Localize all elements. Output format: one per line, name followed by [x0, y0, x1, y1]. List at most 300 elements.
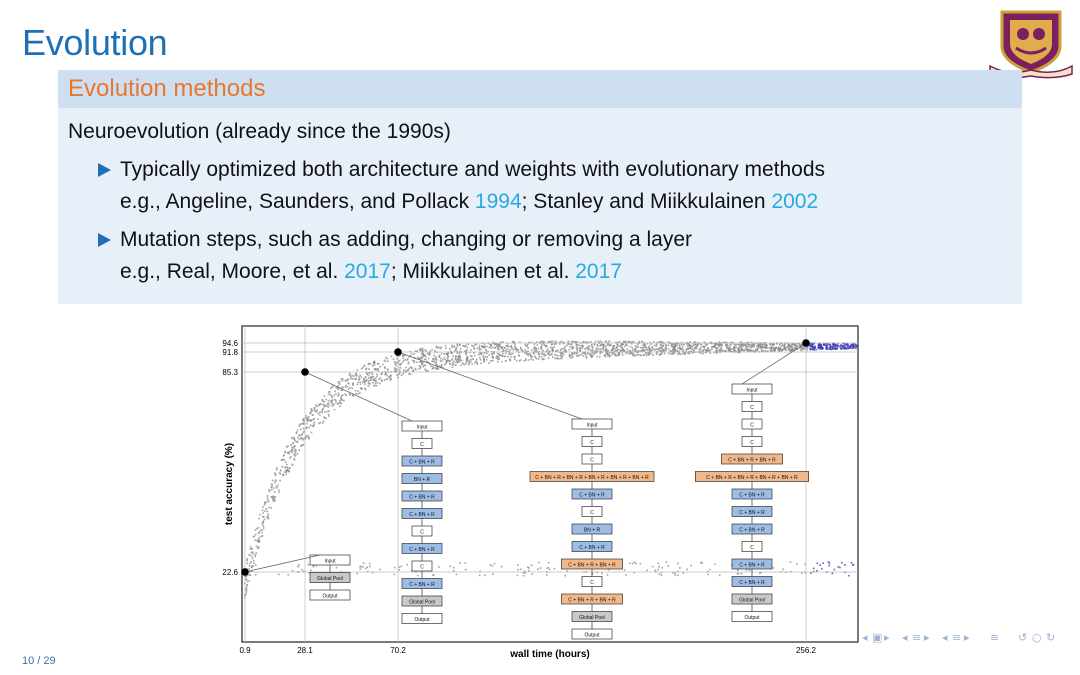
- scatter-point: [343, 400, 345, 402]
- scatter-point: [452, 366, 454, 368]
- scatter-point: [490, 345, 492, 347]
- scatter-point: [413, 360, 415, 362]
- scatter-point: [689, 353, 691, 355]
- citation-link[interactable]: 2002: [771, 190, 819, 213]
- scatter-point: [466, 354, 468, 356]
- scatter-point: [456, 344, 458, 346]
- scatter-point: [264, 519, 266, 521]
- scatter-point: [434, 362, 436, 364]
- subsection-next-icon[interactable]: ▸: [924, 631, 930, 644]
- scatter-point: [402, 357, 404, 359]
- scatter-point: [732, 348, 734, 350]
- scatter-point: [603, 345, 605, 347]
- architecture-block-label: C: [750, 544, 754, 551]
- scatter-point: [502, 341, 504, 343]
- scatter-point: [336, 387, 338, 389]
- scatter-point: [306, 428, 308, 430]
- scatter-point: [660, 348, 662, 350]
- scatter-point: [347, 386, 349, 388]
- scatter-point: [267, 497, 269, 499]
- scatter-point: [471, 356, 473, 358]
- scatter-point: [268, 489, 270, 491]
- scatter-point: [384, 374, 386, 376]
- scatter-point: [664, 348, 666, 350]
- frame-prev-icon[interactable]: ◂: [862, 631, 868, 644]
- scatter-point: [326, 399, 328, 401]
- scatter-point: [603, 349, 605, 351]
- scatter-point: [697, 344, 699, 346]
- scatter-point: [455, 357, 457, 359]
- scatter-point: [474, 355, 476, 357]
- scatter-point: [310, 424, 312, 426]
- scatter-point: [674, 574, 676, 576]
- scatter-point: [550, 347, 552, 349]
- scatter-point: [278, 491, 280, 493]
- scatter-point: [497, 353, 499, 355]
- scatter-point: [709, 569, 711, 571]
- scatter-point: [565, 575, 567, 577]
- scatter-point: [474, 362, 476, 364]
- scatter-point: [470, 349, 472, 351]
- scatter-point: [293, 437, 295, 439]
- scatter-point: [295, 452, 297, 454]
- scatter-point: [272, 495, 274, 497]
- scatter-point: [425, 368, 427, 370]
- scatter-point: [770, 346, 772, 348]
- scatter-point: [541, 341, 543, 343]
- scatter-point: [267, 499, 269, 501]
- scatter-point: [649, 353, 651, 355]
- scatter-point: [500, 348, 502, 350]
- scatter-point: [454, 350, 456, 352]
- scatter-point: [517, 575, 519, 577]
- scatter-point: [369, 563, 371, 565]
- scatter-point: [357, 390, 359, 392]
- scatter-point: [320, 403, 322, 405]
- scatter-point: [639, 354, 641, 356]
- scatter-point: [365, 568, 367, 570]
- scatter-point: [338, 403, 340, 405]
- architecture-block-label: C + BN + R: [739, 579, 765, 586]
- scatter-point: [311, 409, 313, 411]
- scatter-point: [412, 360, 414, 362]
- scatter-point: [822, 562, 824, 564]
- scatter-point: [507, 356, 509, 358]
- scatter-point: [545, 354, 547, 356]
- scatter-point: [323, 421, 325, 423]
- scatter-point: [262, 521, 264, 523]
- scatter-point: [749, 349, 751, 351]
- scatter-point: [816, 349, 818, 351]
- scatter-point: [454, 345, 456, 347]
- scatter-point: [362, 382, 364, 384]
- scatter-point: [553, 346, 555, 348]
- scatter-point: [292, 438, 294, 440]
- scatter-point: [587, 347, 589, 349]
- scatter-point: [711, 348, 713, 350]
- scatter-point: [348, 383, 350, 385]
- architecture-block-label: C + BN + R: [739, 492, 765, 499]
- beamer-navigation: [862, 629, 1072, 645]
- zoom-icon[interactable]: ○: [1032, 631, 1042, 644]
- scatter-point: [394, 567, 396, 569]
- scatter-point: [651, 346, 653, 348]
- scatter-point: [299, 435, 301, 437]
- scatter-point: [728, 347, 730, 349]
- scatter-point: [651, 353, 653, 355]
- scatter-point: [295, 450, 297, 452]
- scatter-point: [672, 353, 674, 355]
- scatter-point: [787, 348, 789, 350]
- scatter-point: [444, 364, 446, 366]
- scatter-point: [284, 452, 286, 454]
- scatter-point: [460, 348, 462, 350]
- frame-next-icon[interactable]: ▸: [884, 631, 890, 644]
- scatter-point: [525, 345, 527, 347]
- scatter-point: [520, 569, 522, 571]
- scatter-point: [524, 352, 526, 354]
- scatter-point: [329, 405, 331, 407]
- scatter-point: [449, 566, 451, 568]
- scatter-point: [679, 344, 681, 346]
- scatter-point: [818, 344, 820, 346]
- scatter-point: [461, 360, 463, 362]
- scatter-point: [770, 347, 772, 349]
- scatter-point: [342, 399, 344, 401]
- scatter-point: [267, 495, 269, 497]
- citation-link[interactable]: 1994: [474, 190, 522, 213]
- scatter-point: [818, 348, 820, 350]
- scatter-point: [636, 346, 638, 348]
- scatter-point: [483, 359, 485, 361]
- scatter-point: [651, 350, 653, 352]
- scatter-point: [297, 437, 299, 439]
- citation-link[interactable]: 2017: [344, 260, 391, 283]
- scatter-point: [341, 395, 343, 397]
- scatter-point: [560, 356, 562, 358]
- scatter-point: [547, 348, 549, 350]
- scatter-point: [687, 352, 689, 354]
- architecture-block-label: C + BN + R: [409, 511, 435, 518]
- scatter-point: [640, 350, 642, 352]
- scatter-point: [541, 348, 543, 350]
- scatter-point: [458, 356, 460, 358]
- scatter-point: [693, 344, 695, 346]
- scatter-point: [761, 344, 763, 346]
- scatter-point: [497, 345, 499, 347]
- scatter-point: [399, 373, 401, 375]
- section-prev-icon[interactable]: ◂: [942, 631, 948, 644]
- scatter-point: [648, 347, 650, 349]
- scatter-point: [646, 348, 648, 350]
- scatter-point: [763, 346, 765, 348]
- scatter-point: [363, 562, 365, 564]
- scatter-point: [630, 341, 632, 343]
- scatter-point: [714, 564, 716, 566]
- scatter-point: [605, 345, 607, 347]
- scatter-point: [271, 483, 273, 485]
- scatter-point: [663, 345, 665, 347]
- scatter-point: [699, 349, 701, 351]
- scatter-point: [566, 345, 568, 347]
- scatter-point: [328, 394, 330, 396]
- scatter-point: [248, 568, 250, 570]
- scatter-point: [250, 546, 252, 548]
- scatter-point: [849, 345, 851, 347]
- scatter-point: [255, 554, 257, 556]
- scatter-point: [642, 354, 644, 356]
- scatter-point: [485, 356, 487, 358]
- scatter-point: [629, 563, 631, 565]
- scatter-point: [524, 349, 526, 351]
- architecture-block-label: Input: [416, 424, 428, 431]
- scatter-point: [328, 414, 330, 416]
- scatter-point: [268, 501, 270, 503]
- scatter-point: [586, 357, 588, 359]
- architecture-block-label: C: [420, 441, 424, 448]
- scatter-point: [711, 346, 713, 348]
- scatter-point: [701, 562, 703, 564]
- scatter-point: [541, 347, 543, 349]
- scatter-point: [297, 430, 299, 432]
- scatter-point: [496, 346, 498, 348]
- scatter-point: [360, 388, 362, 390]
- scatter-point: [275, 473, 277, 475]
- scatter-point: [483, 357, 485, 359]
- scatter-point: [253, 536, 255, 538]
- scatter-point: [558, 358, 560, 360]
- citation-text: e.g., Real, Moore, et al.: [120, 260, 345, 283]
- scatter-point: [761, 349, 763, 351]
- scatter-point: [452, 362, 454, 364]
- scatter-point: [324, 395, 326, 397]
- scatter-point: [312, 414, 314, 416]
- scatter-point: [258, 546, 260, 548]
- architecture-block-label: C: [590, 509, 594, 516]
- scatter-point: [403, 360, 405, 362]
- scatter-point: [421, 348, 423, 350]
- scatter-point: [376, 376, 378, 378]
- scatter-point: [561, 357, 563, 359]
- scatter-point: [356, 573, 358, 575]
- scatter-point: [419, 361, 421, 363]
- scatter-point: [519, 360, 521, 362]
- scatter-point: [687, 348, 689, 350]
- scatter-point: [313, 425, 315, 427]
- scatter-point: [275, 475, 277, 477]
- scatter-point: [514, 359, 516, 361]
- scatter-point: [814, 348, 816, 350]
- scatter-point: [528, 355, 530, 357]
- scatter-point: [490, 347, 492, 349]
- scatter-point: [345, 385, 347, 387]
- scatter-point: [826, 349, 828, 351]
- architecture-block-label: C: [590, 457, 594, 464]
- scatter-point: [489, 344, 491, 346]
- scatter-point: [694, 341, 696, 343]
- scatter-point: [366, 368, 368, 370]
- scatter-point: [266, 501, 268, 503]
- scatter-point: [749, 569, 751, 571]
- scatter-point: [273, 487, 275, 489]
- scatter-point: [531, 564, 533, 566]
- scatter-point: [258, 527, 260, 529]
- scatter-point: [269, 491, 271, 493]
- scatter-point: [844, 564, 846, 566]
- scatter-point: [449, 348, 451, 350]
- scatter-point: [457, 352, 459, 354]
- scatter-point: [338, 395, 340, 397]
- scatter-point: [535, 357, 537, 359]
- scatter-point: [478, 347, 480, 349]
- scatter-point: [368, 385, 370, 387]
- scatter-point: [759, 572, 761, 574]
- document-icon[interactable]: ≡: [990, 631, 1000, 644]
- scatter-point: [483, 361, 485, 363]
- section-next-icon[interactable]: ▸: [964, 631, 970, 644]
- scatter-point: [821, 348, 823, 350]
- architecture-diagram: [530, 419, 654, 639]
- scatter-point: [817, 563, 819, 565]
- scatter-point: [705, 349, 707, 351]
- scatter-point: [387, 369, 389, 371]
- scatter-point: [738, 349, 740, 351]
- scatter-point: [746, 349, 748, 351]
- scatter-point: [443, 357, 445, 359]
- scatter-point: [420, 367, 422, 369]
- scatter-point: [597, 349, 599, 351]
- architecture-block-label: C + BN + R + BN + R: [568, 562, 616, 569]
- x-tick-label: 0.9: [239, 646, 251, 655]
- scatter-point: [373, 376, 375, 378]
- scatter-point: [548, 562, 550, 564]
- scatter-point: [347, 379, 349, 381]
- architecture-diagrams: [241, 339, 810, 639]
- scatter-point: [377, 368, 379, 370]
- scatter-point: [781, 345, 783, 347]
- scatter-point: [368, 380, 370, 382]
- scatter-point: [599, 353, 601, 355]
- scatter-point: [468, 362, 470, 364]
- scatter-point: [820, 344, 822, 346]
- scatter-point: [661, 353, 663, 355]
- scatter-point: [336, 567, 338, 569]
- scatter-point: [637, 343, 639, 345]
- scatter-point: [541, 353, 543, 355]
- scatter-point: [605, 349, 607, 351]
- scatter-point: [720, 345, 722, 347]
- scatter-point: [539, 356, 541, 358]
- scatter-point: [399, 370, 401, 372]
- scatter-point: [637, 354, 639, 356]
- scatter-point: [530, 358, 532, 360]
- scatter-point: [821, 346, 823, 348]
- scatter-point: [690, 565, 692, 567]
- scatter-point: [569, 357, 571, 359]
- scatter-point: [506, 345, 508, 347]
- scatter-point: [382, 364, 384, 366]
- scatter-point: [303, 418, 305, 420]
- scatter-point: [372, 382, 374, 384]
- scatter-point: [286, 464, 288, 466]
- scatter-point: [251, 556, 253, 558]
- scatter-point: [449, 363, 451, 365]
- evolution-accuracy-chart: [218, 318, 860, 662]
- scatter-point: [525, 358, 527, 360]
- scatter-point: [682, 346, 684, 348]
- scatter-point: [625, 353, 627, 355]
- scatter-point: [403, 373, 405, 375]
- scatter-point: [515, 346, 517, 348]
- scatter-point: [476, 348, 478, 350]
- scatter-point: [795, 345, 797, 347]
- scatter-point: [572, 341, 574, 343]
- scatter-point: [262, 506, 264, 508]
- scatter-point: [275, 479, 277, 481]
- scatter-point: [253, 553, 255, 555]
- scatter-point: [342, 394, 344, 396]
- scatter-point: [574, 352, 576, 354]
- scatter-point: [702, 353, 704, 355]
- subsection-prev-icon[interactable]: ◂: [902, 631, 908, 644]
- citation-link[interactable]: 2017: [575, 260, 622, 283]
- scatter-point: [451, 346, 453, 348]
- scatter-point: [619, 341, 621, 343]
- search-icon[interactable]: ↺: [1018, 631, 1028, 644]
- scatter-point: [632, 341, 634, 343]
- scatter-point: [366, 373, 368, 375]
- scatter-point: [584, 353, 586, 355]
- scatter-point: [518, 349, 520, 351]
- scatter-point: [261, 532, 263, 534]
- scatter-point: [528, 570, 530, 572]
- scatter-point: [560, 341, 562, 343]
- scatter-point: [576, 345, 578, 347]
- search-back-icon[interactable]: ↻: [1046, 631, 1056, 644]
- scatter-point: [368, 377, 370, 379]
- highlighted-point: [301, 368, 309, 376]
- scatter-point: [834, 569, 836, 571]
- scatter-point: [495, 347, 497, 349]
- scatter-point: [369, 566, 371, 568]
- scatter-point: [278, 489, 280, 491]
- scatter-point: [386, 373, 388, 375]
- scatter-point: [441, 364, 443, 366]
- scatter-point: [510, 349, 512, 351]
- scatter-point: [319, 414, 321, 416]
- scatter-point: [246, 578, 248, 580]
- architecture-block-label: C + BN + R: [739, 562, 765, 569]
- scatter-point: [497, 357, 499, 359]
- scatter-point: [656, 345, 658, 347]
- scatter-point: [542, 359, 544, 361]
- scatter-point: [487, 356, 489, 358]
- scatter-point: [360, 381, 362, 383]
- scatter-point: [843, 348, 845, 350]
- scatter-point: [617, 349, 619, 351]
- scatter-point: [265, 508, 267, 510]
- scatter-point: [313, 566, 315, 568]
- scatter-point: [472, 358, 474, 360]
- scatter-point: [361, 376, 363, 378]
- scatter-point: [355, 390, 357, 392]
- architecture-block-label: Output: [322, 593, 338, 600]
- scatter-point: [773, 347, 775, 349]
- scatter-point: [420, 358, 422, 360]
- scatter-point: [505, 353, 507, 355]
- scatter-point: [534, 344, 536, 346]
- scatter-point: [839, 567, 841, 569]
